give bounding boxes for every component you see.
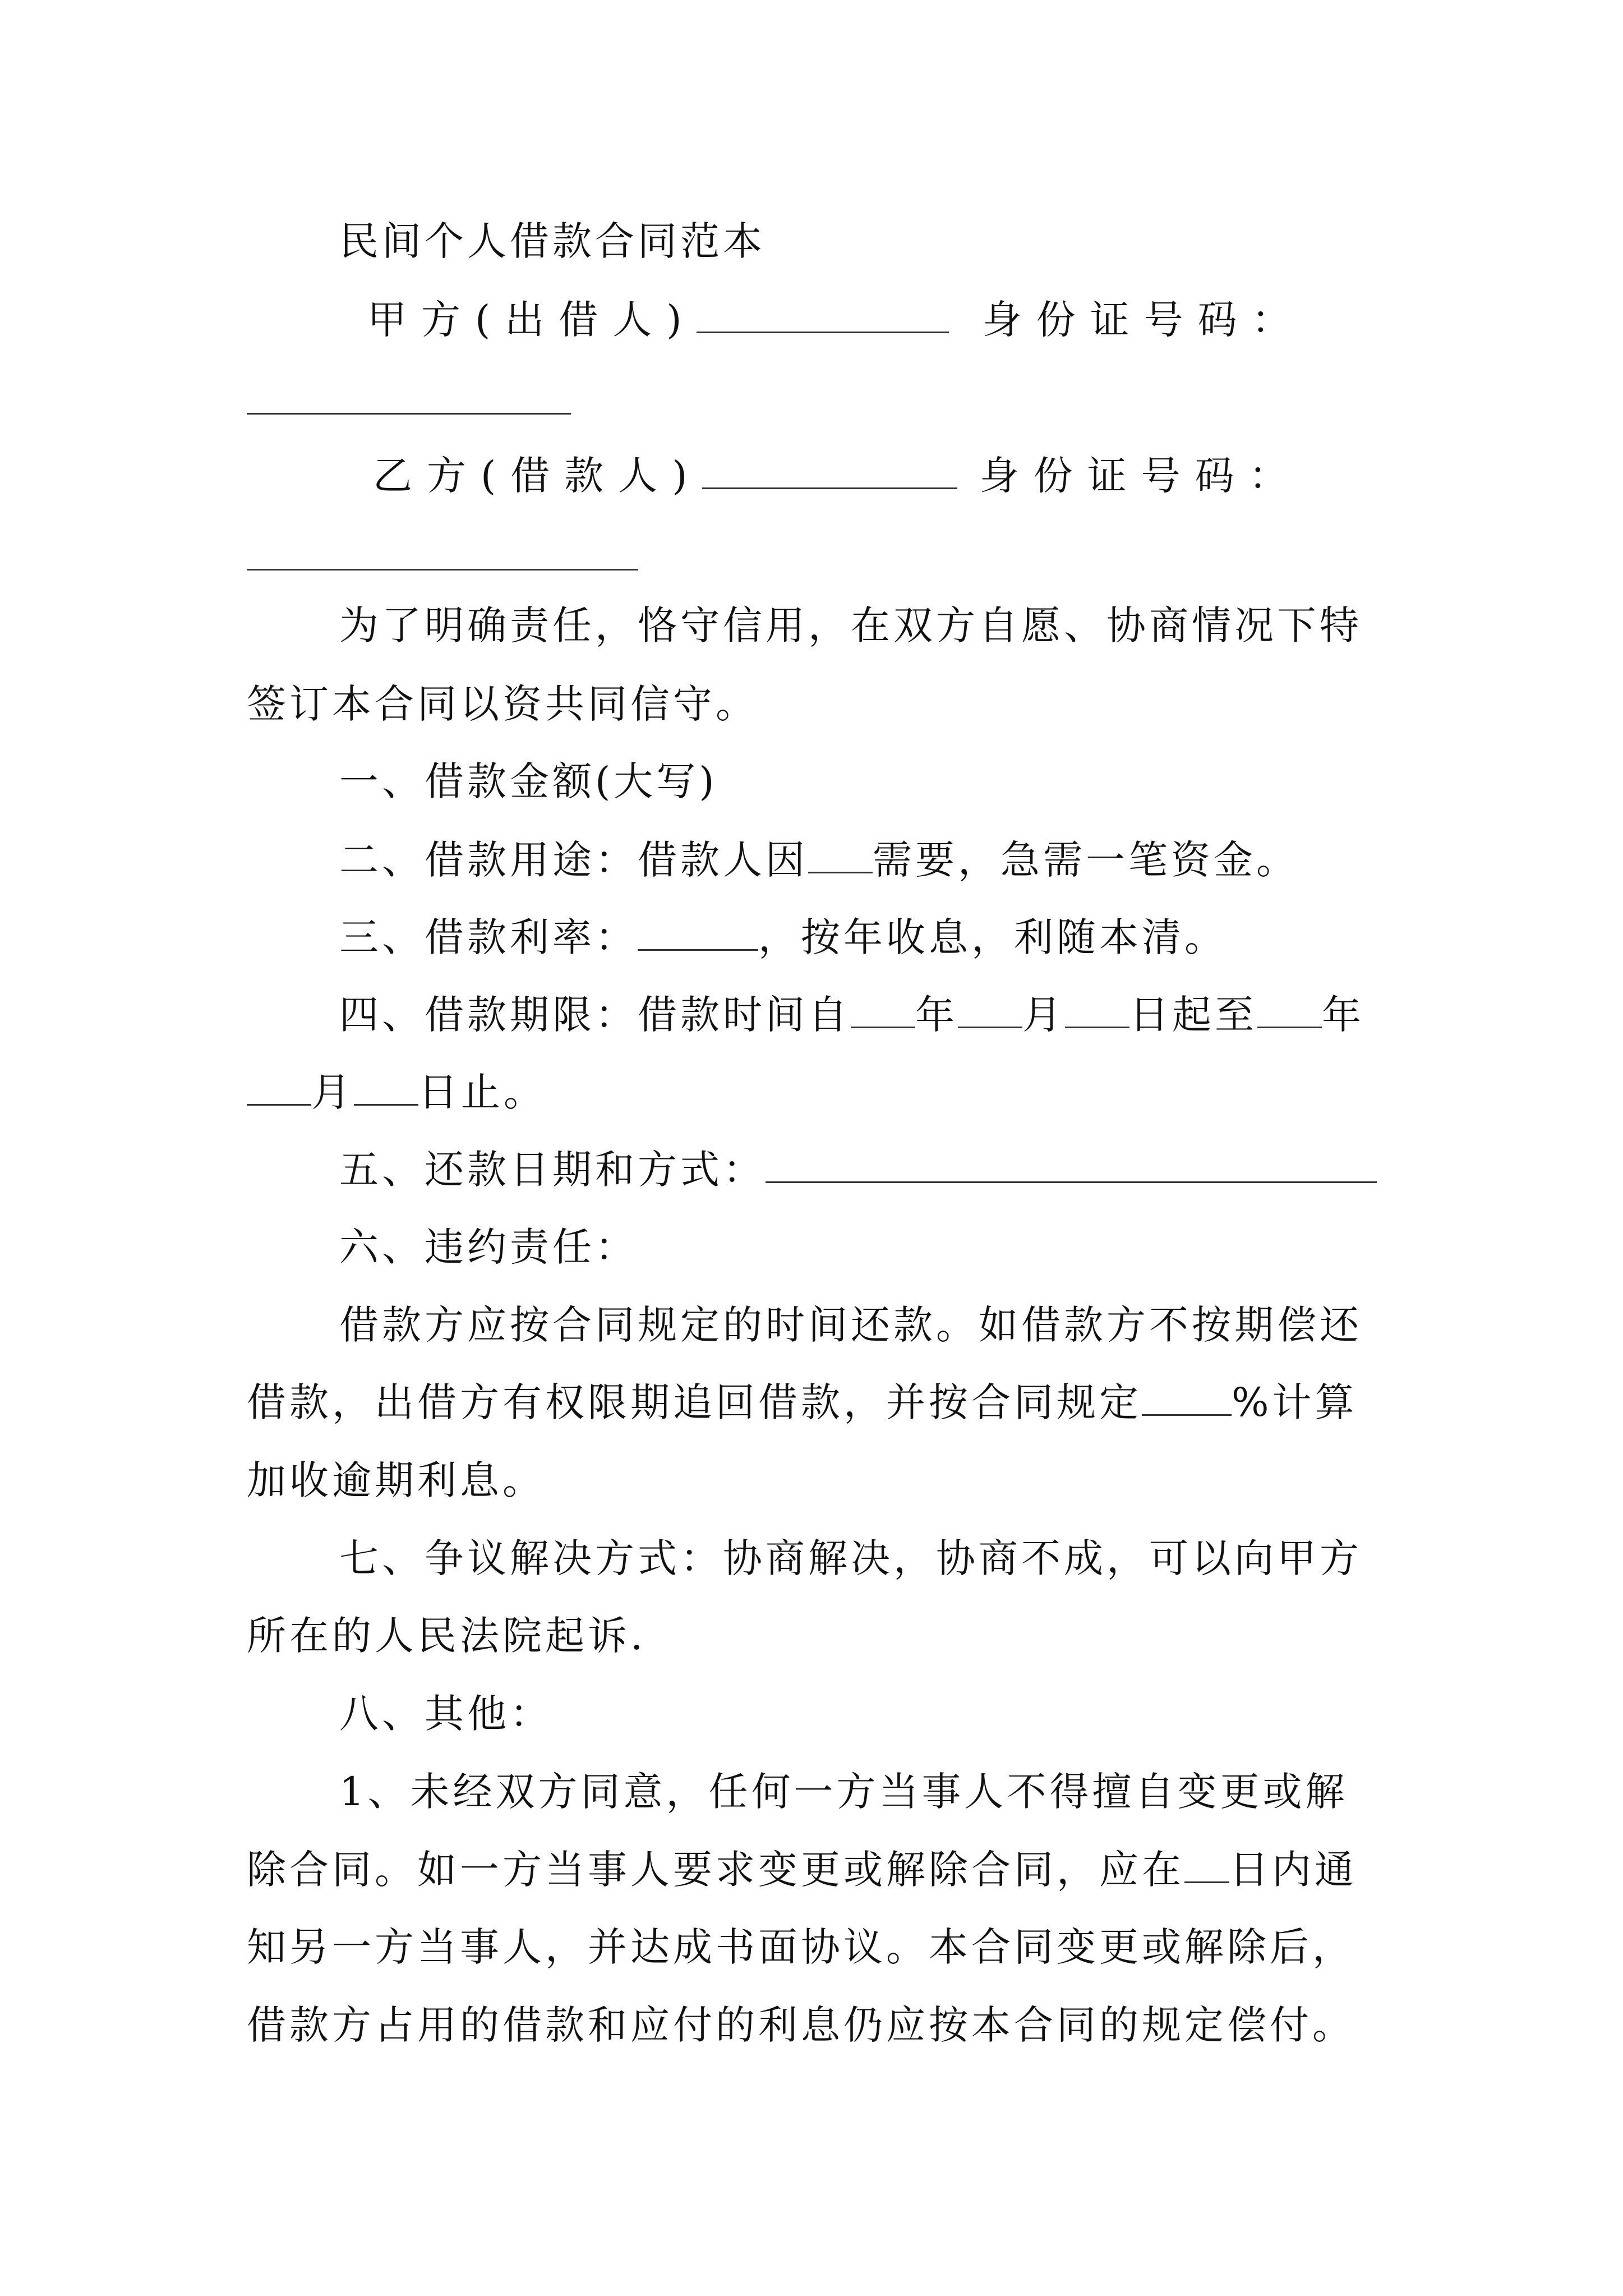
party-a-id-blank — [247, 413, 571, 415]
clause-4-text-a: 四、借款期限：借款时间自 — [339, 992, 851, 1038]
clause-1: 一、借款金额(大写) — [339, 758, 718, 804]
clause-6-body-line-2 — [247, 1374, 1396, 1430]
clause-4-end-month-blank — [247, 1070, 311, 1106]
clause-8-1-line-3: 知另一方当事人，并达成书面协议。本合同变更或解除后， — [247, 1924, 1355, 1970]
clause-6-body-line-3: 加收逾期利息。 — [247, 1457, 545, 1503]
clause-5 — [339, 1142, 1396, 1198]
clause-3-text-a: 三、借款利率： — [339, 914, 638, 960]
clause-3-text-b: ，按年收息，利随本清。 — [758, 914, 1227, 960]
clause-8-1-text-b: 日内通 — [1229, 1847, 1357, 1893]
clause-4-year-label: 年 — [915, 992, 958, 1038]
clause-4-line-1 — [339, 987, 1396, 1043]
clause-4-day-from-label: 日起至 — [1129, 992, 1257, 1038]
clause-4-start-year-blank — [851, 993, 915, 1028]
clause-6-body-text-a: 借款，出借方有权限期追回借款，并按合同规定 — [247, 1379, 1142, 1425]
party-b-id-blank — [247, 569, 638, 570]
clause-6-penalty-rate-blank — [1142, 1381, 1232, 1416]
clause-4-day-to-label: 日止。 — [418, 1069, 546, 1115]
clause-3 — [339, 909, 1396, 965]
party-b-id-label: 身份证号码： — [979, 453, 1303, 499]
clause-6-body-line-1: 借款方应按合同规定的时间还款。如借款方不按期偿还 — [339, 1302, 1362, 1348]
clause-4-month-label: 月 — [1022, 992, 1065, 1038]
clause-6-body-text-b: %计算 — [1232, 1379, 1358, 1425]
party-a-label: 甲方(出借人) — [367, 297, 697, 343]
party-b-name-blank — [702, 454, 957, 489]
party-a-id-label: 身份证号码： — [982, 297, 1306, 343]
clause-2-text-b: 需要，急需一笔资金。 — [873, 837, 1299, 883]
clause-5-repayment-blank — [766, 1148, 1377, 1183]
clause-8-1-line-1: 1、未经双方同意，任何一方当事人不得擅自变更或解 — [339, 1769, 1348, 1815]
clause-8: 八、其他： — [339, 1691, 552, 1737]
clause-5-text: 五、还款日期和方式： — [339, 1147, 766, 1193]
clause-8-1-text-a: 除合同。如一方当事人要求变更或解除合同，应在 — [247, 1847, 1184, 1893]
clause-4-line-2 — [247, 1064, 1396, 1120]
preamble-line-1: 为了明确责任，恪守信用，在双方自愿、协商情况下特 — [339, 602, 1362, 648]
clause-8-1-line-4: 借款方占用的借款和应付的利息仍应按本合同的规定偿付。 — [247, 2002, 1355, 2048]
party-a-line — [367, 292, 1396, 348]
party-a-name-blank — [697, 298, 949, 333]
clause-3-rate-blank — [638, 915, 758, 951]
clause-4-end-day-blank — [354, 1070, 418, 1106]
clause-4-start-day-blank — [1065, 993, 1129, 1028]
clause-4-end-year-blank — [1257, 993, 1322, 1028]
clause-2-purpose-blank — [808, 838, 873, 873]
clause-7-line-1: 七、争议解决方式：协商解决，协商不成，可以向甲方 — [339, 1535, 1362, 1581]
document-title: 民间个人借款合同范本 — [339, 218, 766, 264]
clause-8-1-notice-days-blank — [1184, 1848, 1229, 1883]
clause-7-line-2: 所在的人民法院起诉. — [247, 1613, 647, 1659]
preamble-line-2: 签订本合同以资共同信守。 — [247, 681, 758, 727]
clause-4-end-month-label: 月 — [311, 1069, 354, 1115]
party-b-line — [373, 448, 1396, 504]
clause-2-text-a: 二、借款用途：借款人因 — [339, 837, 808, 883]
clause-2 — [339, 832, 1396, 888]
party-b-label: 乙方(借款人) — [373, 453, 702, 499]
clause-6: 六、违约责任： — [339, 1224, 638, 1270]
clause-4-end-year-label: 年 — [1322, 992, 1364, 1038]
clause-4-start-month-blank — [958, 993, 1022, 1028]
clause-8-1-line-2 — [247, 1842, 1396, 1898]
